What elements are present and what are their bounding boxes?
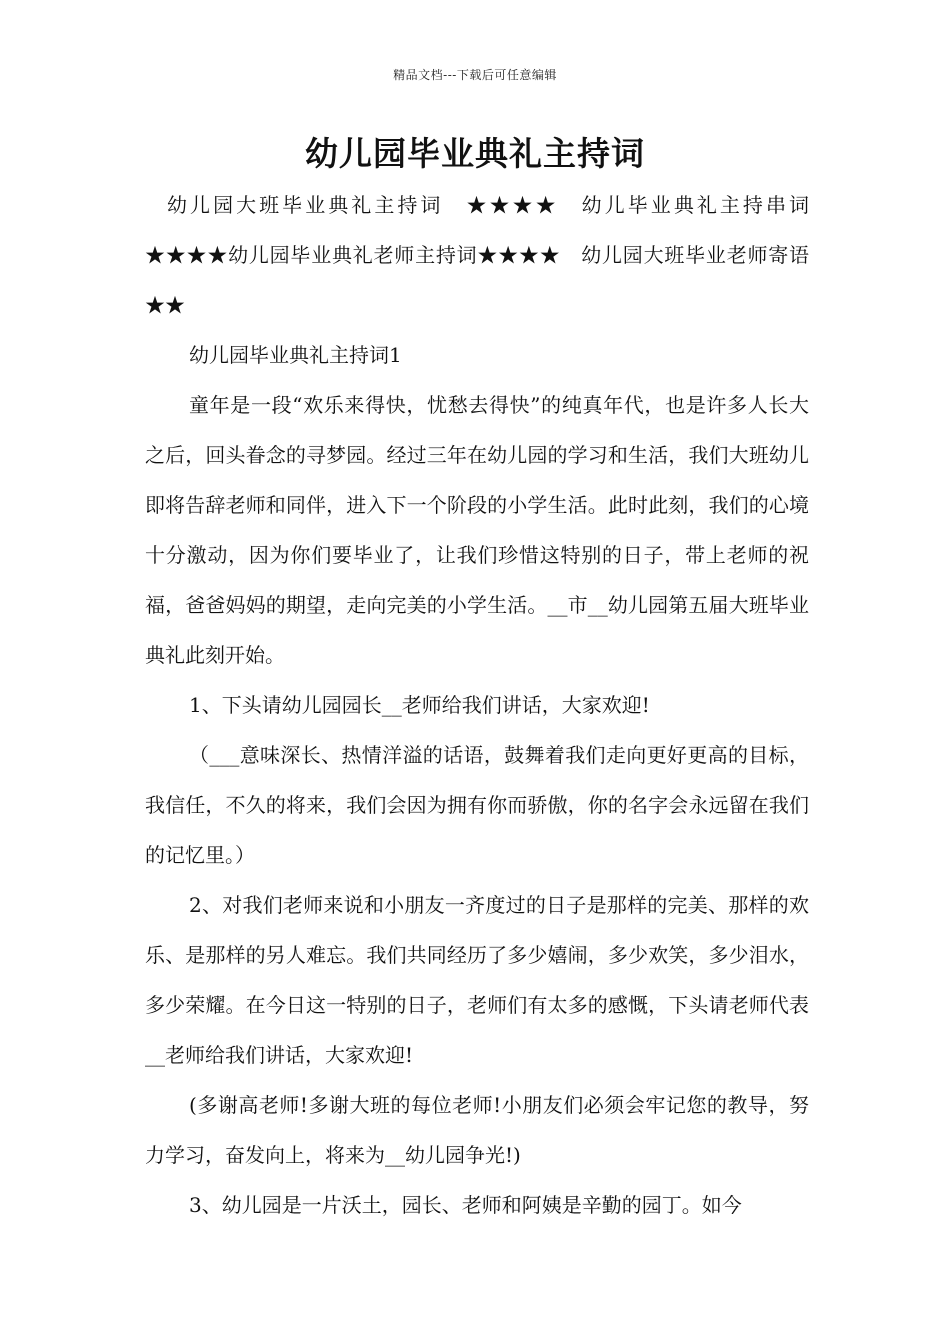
body-paragraph: 1、下头请幼儿园园长__老师给我们讲话，大家欢迎!: [189, 693, 650, 717]
document-title: 幼儿园毕业典礼主持词: [305, 134, 645, 173]
document-body: [145, 180, 829, 1230]
related-articles-paragraph: 幼儿园大班毕业典礼主持词 ★★★★ 幼儿毕业典礼主持串词 ★★★★幼儿园毕业典礼老师主持词★★★★ 幼儿园大班毕业老师寄语 ★★: [145, 193, 829, 317]
body-paragraph: 3、幼儿园是一片沃土，园长、老师和阿姨是辛勤的园丁。如今: [189, 1193, 742, 1217]
section-heading: 幼儿园毕业典礼主持词1: [189, 343, 402, 367]
body-paragraph: （___意味深长、热情洋溢的话语，鼓舞着我们走向更好更高的目标，我信任，不久的将来，我们会因为拥有你而骄傲，你的名字会永远留在我们的记忆里。）: [145, 743, 809, 867]
body-paragraph: 2、对我们老师来说和小朋友一齐度过的日子是那样的完美、那样的欢乐、是那样的另人难忘。我们共同经历了多少嬉闹，多少欢笑，多少泪水，多少荣耀。在今日这一特别的日子，老师们有太多的感慨，下头请老师代表__老师给我们讲话，大家欢迎!: [145, 893, 809, 1067]
header-note: 精品文档---下载后可任意编辑: [393, 68, 557, 82]
body-paragraph: 童年是一段“欢乐来得快，忧愁去得快”的纯真年代，也是许多人长大之后，回头眷念的寻梦园。经过三年在幼儿园的学习和生活，我们大班幼儿即将告辞老师和同伴，进入下一个阶段的小学生活。此时此刻，我们的心境十分激动，因为你们要毕业了，让我们珍惜这特别的日子，带上老师的祝福，爸爸妈妈的期望，走向完美的小学生活。__市__幼儿园第五届大班毕业典礼此刻开始。: [145, 393, 809, 667]
body-paragraph: (多谢高老师!多谢大班的每位老师!小朋友们必须会牢记您的教导，努力学习，奋发向上，将来为__幼儿园争光!): [145, 1093, 809, 1167]
